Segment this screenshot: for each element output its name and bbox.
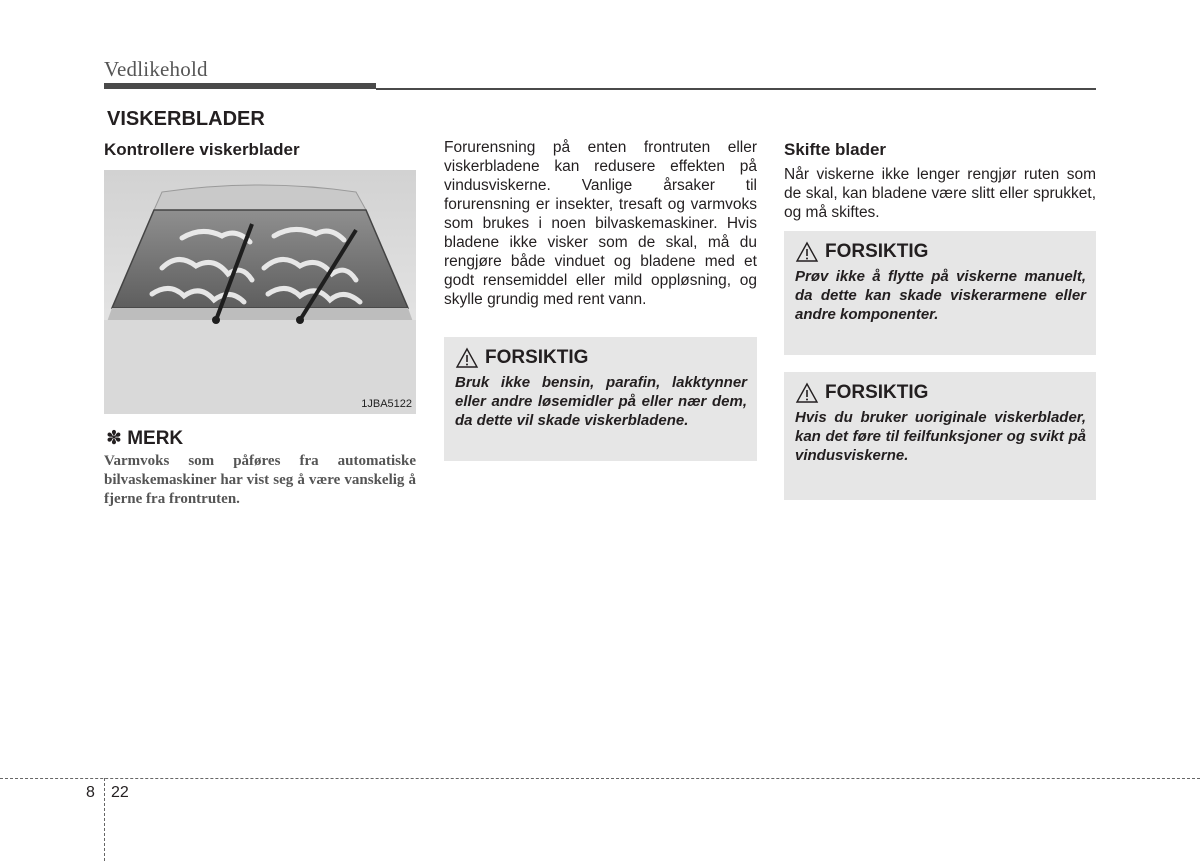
windshield-wiper-image — [104, 170, 416, 414]
header-rule-thin — [376, 88, 1096, 90]
caution-title: FORSIKTIG — [825, 241, 929, 262]
subheading-replace-blades: Skifte blader — [784, 140, 887, 159]
warning-triangle-icon — [795, 241, 819, 263]
caution-title: FORSIKTIG — [485, 347, 589, 368]
middle-paragraph: Forurensning på enten frontruten eller viskerbladene kan redusere effekten på vindusviskerne. Vanlige årsaker til forurensning er insekter, tresaft og varmvoks som brukes i noen bilvaskemaskiner. Hvis bladene ikke visker som de skal, må du rengjøre både vinduet og bladene med et godt rensemiddel eller mild oppløsning, og skylle grundig med rent vann. — [444, 139, 757, 308]
caution-header — [795, 380, 1086, 406]
caution-box-manual — [784, 231, 1096, 355]
caution-text: Hvis du bruker uoriginale viskerblader, kan det føre til feilfunksjoner og svikt på vindusviskerne. — [795, 409, 1086, 464]
section-title: Vedlikehold — [104, 57, 208, 81]
note-text: Varmvoks som påføres fra automatiske bilvaskemaskiner har vist seg å være vanskelig å fjerne fra frontruten. — [104, 453, 416, 507]
warning-triangle-icon — [795, 382, 819, 404]
footer-dashed-rule — [0, 778, 1200, 779]
figure-code: 1JBA5122 — [361, 398, 412, 410]
header-rule-thick — [104, 83, 376, 89]
right-paragraph: Når viskerne ikke lenger rengjør ruten som de skal, kan bladene være slitt eller sprukket, og må skiftes. — [784, 166, 1096, 221]
caution-text: Prøv ikke å flytte på viskerne manuelt, da dette kan skade viskerarmene eller andre komponenter. — [795, 268, 1086, 323]
windshield-illustration — [104, 170, 416, 414]
page-chapter: 8 — [86, 784, 95, 801]
warning-triangle-icon — [455, 347, 479, 369]
caution-box-solvents — [444, 337, 757, 461]
footer-dashed-divider — [104, 778, 105, 861]
caution-text: Bruk ikke bensin, parafin, lakktynner eller andre løsemidler på eller nær dem, da dette vil skade viskerbladene. — [455, 374, 747, 429]
note-title-label: MERK — [127, 428, 184, 449]
page-heading: VISKERBLADER — [107, 108, 265, 130]
caution-header — [455, 345, 747, 371]
page-number: 22 — [111, 784, 129, 801]
caution-title: FORSIKTIG — [825, 382, 929, 403]
asterisk-icon: ✽ — [106, 428, 122, 449]
caution-header — [795, 239, 1086, 265]
subheading-check-wipers: Kontrollere viskerblader — [104, 140, 300, 159]
caution-box-nonoriginal — [784, 372, 1096, 500]
note-title — [106, 427, 183, 450]
